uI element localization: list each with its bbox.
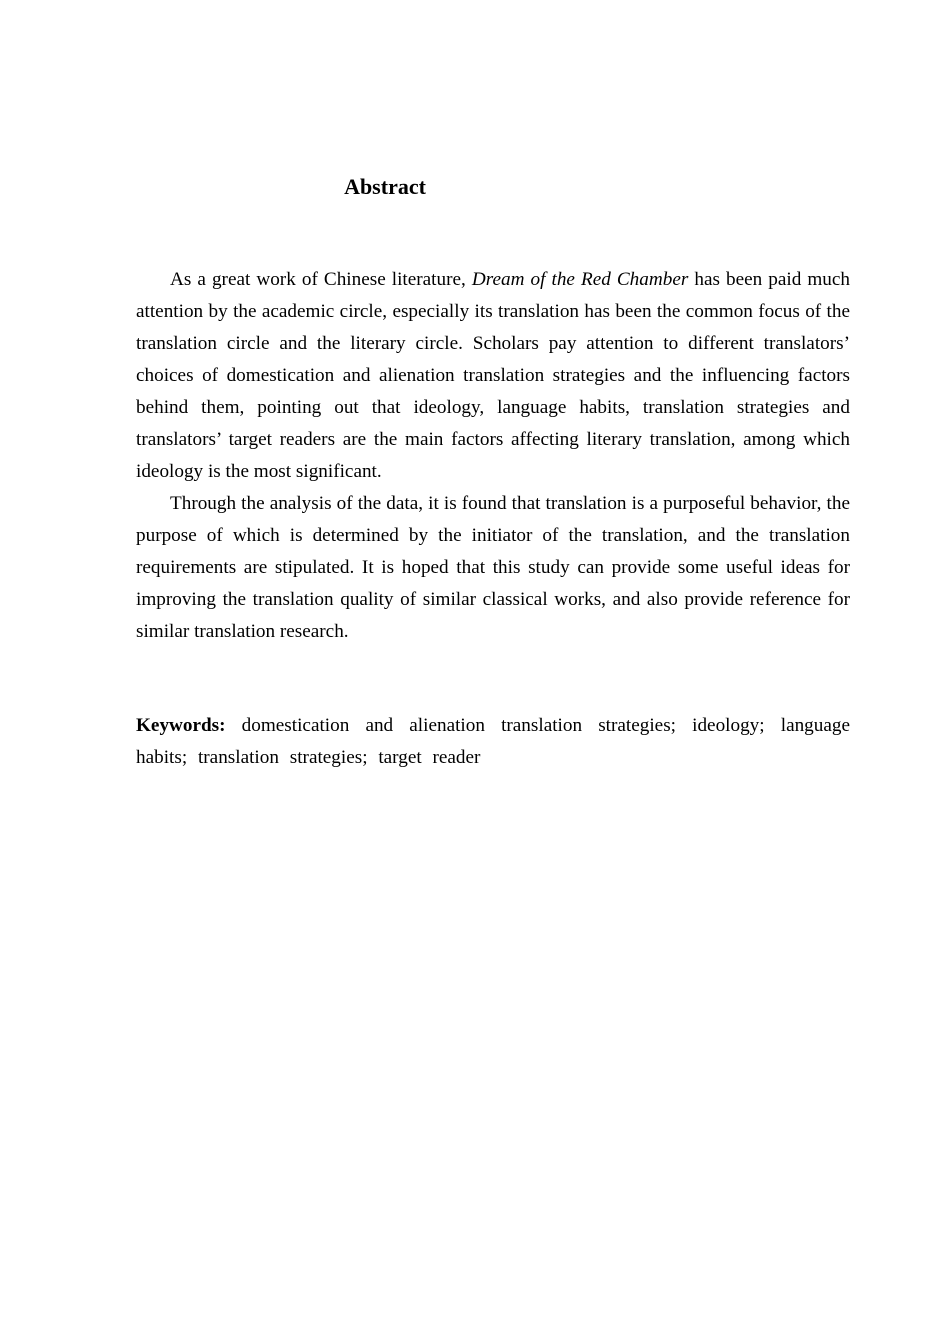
abstract-paragraph-2: Through the analysis of the data, it is found that translation is a purposeful behavior, the purpose of which is determined by the initiator of the translation, and the translation requirements are stipulated. It is hoped that this study can provide some useful ideas for improving the translation quality of similar classical works, and also provide reference for similar translation research. — [136, 493, 850, 642]
abstract-body — [136, 264, 850, 648]
abstract-paragraph-1 — [136, 264, 850, 488]
keywords-section — [136, 710, 850, 774]
paragraph-text: has been paid much attention by the academic circle, especially its translation has been the common focus of the translation circle and the literary circle. Scholars pay attention to different translators’ choices of domestication and alienation translation strategies and the influencing factors behind them, pointing out that ideology, language habits, translation strategies and translators’ target readers are the main factors affecting literary translation, among which ideology is the most significant. — [136, 269, 851, 482]
paragraph-text: As a great work of Chinese literature, — [170, 269, 472, 290]
page-title: Abstract — [344, 174, 426, 199]
keywords-label: Keywords: — [136, 715, 226, 736]
keywords-list: domestication and alienation translation strategies; ideology; language habits; translation strategies; target reader — [136, 715, 850, 768]
book-title: Dream of the Red Chamber — [471, 269, 689, 290]
